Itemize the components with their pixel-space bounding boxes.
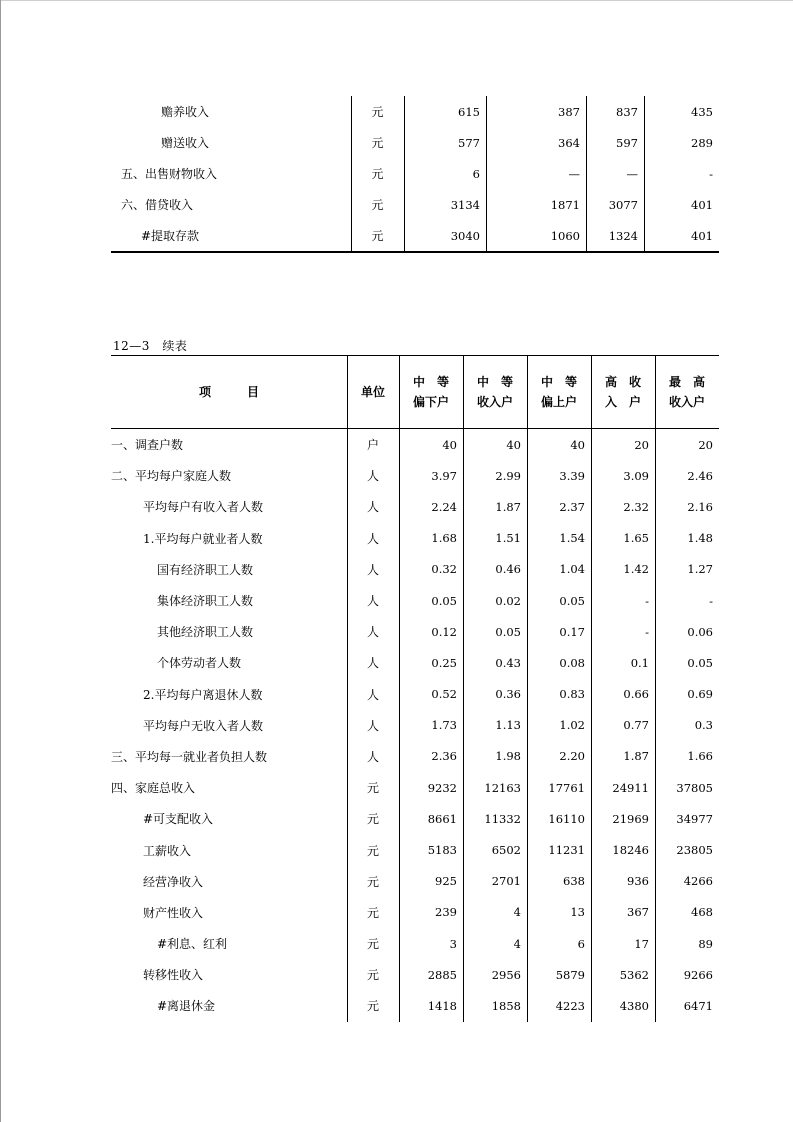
value-cell: — <box>568 166 580 181</box>
value-cell: 18246 <box>612 843 649 858</box>
value-cell: 1858 <box>491 998 521 1013</box>
value-cell: 0.46 <box>495 562 521 577</box>
value-cell: 1060 <box>550 228 580 243</box>
value-cell: 0.69 <box>687 687 713 702</box>
value-cell: 0.08 <box>559 655 585 670</box>
unit-cell: 人 <box>366 687 379 702</box>
value-cell: 3.39 <box>559 468 585 483</box>
row-label: 六、借贷收入 <box>121 198 194 212</box>
value-cell: 638 <box>563 874 585 889</box>
value-cell: 401 <box>691 197 713 212</box>
value-cell: 367 <box>627 905 649 920</box>
column-divider <box>591 355 592 1022</box>
row-label: 二、平均每户家庭人数 <box>111 469 232 484</box>
value-cell: 11231 <box>548 843 585 858</box>
unit-cell: 元 <box>366 843 379 858</box>
row-label: 三、平均每一就业者负担人数 <box>111 749 268 764</box>
value-cell: 1.87 <box>495 499 521 514</box>
value-cell: 0.43 <box>495 655 521 670</box>
value-cell: 1.98 <box>495 749 521 764</box>
unit-cell: 人 <box>366 469 379 484</box>
value-cell: 6502 <box>491 843 521 858</box>
header-column <box>527 355 591 428</box>
column-divider <box>644 96 645 251</box>
table-row <box>111 189 719 220</box>
table-row <box>111 554 719 585</box>
table-row <box>111 647 719 678</box>
value-cell: 20 <box>634 437 649 452</box>
value-cell: 8661 <box>427 811 457 826</box>
unit-cell: 元 <box>366 937 379 952</box>
row-label: 其他经济职工人数 <box>157 625 254 640</box>
column-divider <box>586 96 587 251</box>
value-cell: 3.09 <box>623 468 649 483</box>
value-cell: 936 <box>627 874 649 889</box>
table-row <box>111 710 719 741</box>
value-cell: 1324 <box>608 228 638 243</box>
value-cell: 468 <box>691 905 713 920</box>
row-label: 赡养收入 <box>161 105 210 119</box>
value-cell: - <box>709 593 713 608</box>
value-cell: 615 <box>458 104 480 119</box>
value-cell: 1.04 <box>559 562 585 577</box>
table-row <box>111 866 719 897</box>
value-cell: 0.05 <box>495 624 521 639</box>
header-column <box>463 355 527 428</box>
value-cell: 24911 <box>612 780 649 795</box>
table-caption: 12—3 续表 <box>113 339 188 353</box>
value-cell: 2885 <box>427 967 457 982</box>
value-cell: 6471 <box>683 998 713 1013</box>
row-label: 四、家庭总收入 <box>111 781 196 796</box>
value-cell: 0.52 <box>431 687 457 702</box>
table-row <box>111 834 719 865</box>
unit-cell: 人 <box>366 531 379 546</box>
value-cell: 2.16 <box>687 499 713 514</box>
household-income-table <box>111 355 719 1022</box>
value-cell: 0.12 <box>431 624 457 639</box>
row-label: 五、出售财物收入 <box>121 167 218 181</box>
value-cell: 13 <box>570 905 585 920</box>
row-label: 集体经济职工人数 <box>157 594 254 609</box>
value-cell: 2.36 <box>431 749 457 764</box>
column-divider <box>399 355 400 1022</box>
value-cell: 3 <box>449 936 457 951</box>
table-row <box>111 959 719 990</box>
value-cell: 4266 <box>683 874 713 889</box>
unit-cell: 元 <box>366 968 379 983</box>
value-cell: 0.05 <box>431 593 457 608</box>
unit-cell: 人 <box>366 562 379 577</box>
value-cell: 17761 <box>548 780 585 795</box>
value-cell: 20 <box>698 437 713 452</box>
value-cell: 17 <box>634 936 649 951</box>
row-label: 一、调查户数 <box>111 438 184 453</box>
row-label: #利息、红利 <box>157 937 228 952</box>
value-cell: - <box>709 166 713 181</box>
table-bottom-rule <box>111 251 719 253</box>
unit-cell: 元 <box>371 105 384 119</box>
value-cell: 1.87 <box>623 749 649 764</box>
value-cell: 0.17 <box>559 624 585 639</box>
value-cell: 6 <box>577 936 585 951</box>
table-row <box>111 96 719 127</box>
value-cell: 40 <box>442 437 457 452</box>
unit-cell: 元 <box>371 229 384 243</box>
value-cell: 0.36 <box>495 687 521 702</box>
column-divider <box>351 96 352 251</box>
table-row <box>111 460 719 491</box>
value-cell: 1.54 <box>559 531 585 546</box>
table-row <box>111 897 719 928</box>
value-cell: 0.05 <box>687 655 713 670</box>
table-row <box>111 220 719 251</box>
value-cell: — <box>626 166 638 181</box>
unit-cell: 人 <box>366 718 379 733</box>
value-cell: 597 <box>616 135 638 150</box>
row-label: 平均每户无收入者人数 <box>143 718 264 733</box>
table-row <box>111 158 719 189</box>
row-label: 赠送收入 <box>161 136 210 150</box>
value-cell: 3134 <box>450 197 480 212</box>
value-cell: 1.42 <box>623 562 649 577</box>
value-cell: 1.65 <box>623 531 649 546</box>
unit-cell: 人 <box>366 500 379 515</box>
row-label: 财产性收入 <box>143 905 204 920</box>
unit-cell: 人 <box>366 625 379 640</box>
row-label: #离退休金 <box>157 999 216 1014</box>
row-label: 国有经济职工人数 <box>157 562 254 577</box>
value-cell: 6 <box>472 166 480 181</box>
table-row <box>111 928 719 959</box>
value-cell: 3.97 <box>431 468 457 483</box>
column-divider <box>463 355 464 1022</box>
value-cell: 401 <box>691 228 713 243</box>
value-cell: 1418 <box>427 998 457 1013</box>
table-row <box>111 803 719 834</box>
value-cell: 435 <box>691 104 713 119</box>
value-cell: 40 <box>570 437 585 452</box>
value-cell: 0.06 <box>687 624 713 639</box>
row-label: 转移性收入 <box>143 968 204 983</box>
value-cell: 0.66 <box>623 687 649 702</box>
value-cell: 3077 <box>608 197 638 212</box>
value-cell: 1.48 <box>687 531 713 546</box>
table-row <box>111 679 719 710</box>
page-border-top <box>0 0 793 1</box>
value-cell: 0.3 <box>694 718 713 733</box>
value-cell: 5362 <box>619 967 649 982</box>
unit-cell: 元 <box>366 905 379 920</box>
unit-cell: 户 <box>366 438 379 453</box>
header-line: 收入户 <box>476 394 513 409</box>
unit-cell: 人 <box>366 749 379 764</box>
row-label: 平均每户有收入者人数 <box>143 500 264 515</box>
value-cell: 0.77 <box>623 718 649 733</box>
unit-cell: 人 <box>366 594 379 609</box>
value-cell: 9232 <box>427 780 457 795</box>
value-cell: 0.1 <box>630 655 649 670</box>
value-cell: 0.83 <box>559 687 585 702</box>
table-row <box>111 491 719 522</box>
row-label: 2.平均每户离退休人数 <box>143 687 263 702</box>
value-cell: 1.73 <box>431 718 457 733</box>
income-table-continued <box>111 96 719 251</box>
row-label: 经营净收入 <box>143 874 204 889</box>
table-row <box>111 585 719 616</box>
value-cell: 2.24 <box>431 499 457 514</box>
row-label: #提取存款 <box>141 229 200 243</box>
value-cell: 2.32 <box>623 499 649 514</box>
header-line: 中 等 <box>540 374 577 389</box>
value-cell: 9266 <box>683 967 713 982</box>
header-column <box>655 355 719 428</box>
value-cell: 364 <box>558 135 580 150</box>
page-border-left <box>0 0 1 1122</box>
value-cell: 40 <box>506 437 521 452</box>
table-row <box>111 741 719 772</box>
table-body <box>111 428 719 1022</box>
value-cell: 0.05 <box>559 593 585 608</box>
header-line: 最 高 <box>668 374 705 389</box>
value-cell: 2.99 <box>495 468 521 483</box>
unit-cell: 元 <box>366 874 379 889</box>
column-divider <box>347 355 348 1022</box>
value-cell: 11332 <box>484 811 521 826</box>
table-row <box>111 990 719 1021</box>
value-cell: 2.20 <box>559 749 585 764</box>
value-cell: 23805 <box>676 843 713 858</box>
header-line: 收入户 <box>668 394 705 409</box>
row-label: #可支配收入 <box>143 812 214 827</box>
row-label: 1.平均每户就业者人数 <box>143 531 263 546</box>
value-cell: 577 <box>458 135 480 150</box>
value-cell: 1.68 <box>431 531 457 546</box>
value-cell: - <box>645 593 649 608</box>
value-cell: 1871 <box>550 197 580 212</box>
unit-cell: 元 <box>366 999 379 1014</box>
value-cell: 4 <box>513 905 521 920</box>
table-header <box>111 355 719 428</box>
value-cell: 387 <box>558 104 580 119</box>
unit-cell: 元 <box>371 198 384 212</box>
header-line: 入 户 <box>604 394 641 409</box>
value-cell: 21969 <box>612 811 649 826</box>
value-cell: 3040 <box>450 228 480 243</box>
value-cell: 4223 <box>555 998 585 1013</box>
value-cell: 5183 <box>427 843 457 858</box>
value-cell: 16110 <box>548 811 585 826</box>
value-cell: 1.27 <box>687 562 713 577</box>
value-cell: 2.46 <box>687 468 713 483</box>
row-label: 个体劳动者人数 <box>157 656 242 671</box>
header-line: 中 等 <box>412 374 449 389</box>
column-divider <box>655 355 656 1022</box>
table-row <box>111 616 719 647</box>
column-divider <box>527 355 528 1022</box>
value-cell: 12163 <box>484 780 521 795</box>
value-cell: 1.13 <box>495 718 521 733</box>
header-item: 项 目 <box>198 384 259 399</box>
value-cell: 1.51 <box>495 531 521 546</box>
value-cell: 89 <box>698 936 713 951</box>
value-cell: 239 <box>435 905 457 920</box>
unit-cell: 元 <box>371 167 384 181</box>
unit-cell: 元 <box>371 136 384 150</box>
unit-cell: 人 <box>366 656 379 671</box>
value-cell: 2956 <box>491 967 521 982</box>
value-cell: 34977 <box>676 811 713 826</box>
table-row <box>111 772 719 803</box>
value-cell: 2.37 <box>559 499 585 514</box>
value-cell: 1.02 <box>559 718 585 733</box>
column-divider <box>486 96 487 251</box>
header-unit: 单位 <box>360 384 385 399</box>
table-row <box>111 429 719 460</box>
value-cell: - <box>645 624 649 639</box>
unit-cell: 元 <box>366 781 379 796</box>
value-cell: 0.32 <box>431 562 457 577</box>
value-cell: 837 <box>616 104 638 119</box>
unit-cell: 元 <box>366 812 379 827</box>
value-cell: 1.66 <box>687 749 713 764</box>
row-label: 工薪收入 <box>143 843 192 858</box>
value-cell: 0.25 <box>431 655 457 670</box>
table-row <box>111 127 719 158</box>
value-cell: 4 <box>513 936 521 951</box>
value-cell: 4380 <box>619 998 649 1013</box>
value-cell: 0.02 <box>495 593 521 608</box>
table-row <box>111 523 719 554</box>
value-cell: 289 <box>691 135 713 150</box>
header-line: 偏上户 <box>540 394 577 409</box>
column-divider <box>404 96 405 251</box>
header-column <box>591 355 655 428</box>
header-line: 中 等 <box>476 374 513 389</box>
value-cell: 925 <box>435 874 457 889</box>
value-cell: 5879 <box>555 967 585 982</box>
value-cell: 37805 <box>676 780 713 795</box>
value-cell: 2701 <box>491 874 521 889</box>
header-line: 高 收 <box>604 374 641 389</box>
header-line: 偏下户 <box>412 394 449 409</box>
header-column <box>399 355 463 428</box>
